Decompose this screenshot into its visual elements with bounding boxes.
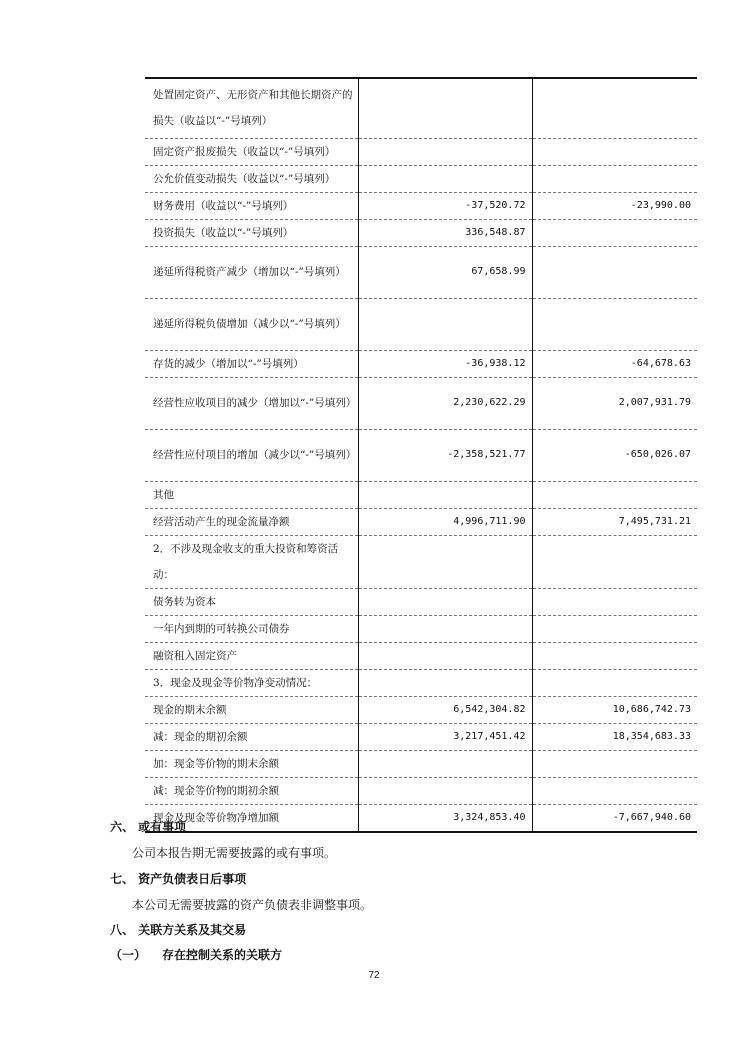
- row-label: 递延所得税资产减少（增加以“-”号填列）: [145, 246, 358, 298]
- table-row: [145, 750, 697, 777]
- row-label: 财务费用（收益以“-”号填列）: [145, 192, 358, 219]
- table-row: [145, 350, 697, 377]
- subsection-number: （一）: [110, 948, 147, 962]
- table-row: [145, 138, 697, 165]
- table-row: [145, 165, 697, 192]
- previous-value: [532, 298, 697, 350]
- table-row: [145, 377, 697, 429]
- previous-value: -650,026.07: [532, 429, 697, 481]
- current-value: 3,217,451.42: [358, 723, 532, 750]
- previous-value: -64,678.63: [532, 350, 697, 377]
- table-row: [145, 78, 697, 138]
- previous-value: 7,495,731.21: [532, 508, 697, 535]
- current-value: [358, 138, 532, 165]
- table-row: [145, 696, 697, 723]
- row-label: 存货的减少（增加以“-”号填列）: [145, 350, 358, 377]
- current-value: -37,520.72: [358, 192, 532, 219]
- current-value: [358, 78, 532, 138]
- current-value: [358, 750, 532, 777]
- previous-value: [532, 535, 697, 588]
- current-value: 3,324,853.40: [358, 804, 532, 832]
- previous-value: -23,990.00: [532, 192, 697, 219]
- current-value: [358, 298, 532, 350]
- previous-value: [532, 78, 697, 138]
- row-label: 减：现金的期初余额: [145, 723, 358, 750]
- table-row: [145, 642, 697, 669]
- previous-value: [532, 642, 697, 669]
- row-label: 处置固定资产、无形资产和其他长期资产的损失（收益以“-”号填列）: [145, 78, 358, 138]
- table-row: [145, 508, 697, 535]
- row-label: 其他: [145, 481, 358, 508]
- current-value: [358, 669, 532, 696]
- section-body-contingencies: 公司本报告期无需要披露的或有事项。: [132, 846, 337, 860]
- subsection-heading: [110, 946, 282, 963]
- row-label: 固定资产报废损失（收益以“-”号填列）: [145, 138, 358, 165]
- table-row: [145, 804, 697, 832]
- table-row: [145, 192, 697, 219]
- row-label: 加：现金等价物的期末余额: [145, 750, 358, 777]
- section-heading-related-parties: 八、 关联方关系及其交易: [110, 923, 247, 937]
- current-value: -2,358,521.77: [358, 429, 532, 481]
- row-label: 经营性应收项目的减少（增加以“-”号填列）: [145, 377, 358, 429]
- current-value: [358, 615, 532, 642]
- subsection-title: 存在控制关系的关联方: [162, 948, 283, 962]
- previous-value: [532, 669, 697, 696]
- table-row: [145, 615, 697, 642]
- current-value: 2,230,622.29: [358, 377, 532, 429]
- row-label: 现金的期末余额: [145, 696, 358, 723]
- table-row: [145, 535, 697, 588]
- cash-flow-supplement-table: [145, 77, 697, 833]
- row-label: 经营性应付项目的增加（减少以“-”号填列）: [145, 429, 358, 481]
- previous-value: [532, 165, 697, 192]
- current-value: 6,542,304.82: [358, 696, 532, 723]
- row-label: 递延所得税负债增加（减少以“-”号填列）: [145, 298, 358, 350]
- previous-value: [532, 138, 697, 165]
- previous-value: 2,007,931.79: [532, 377, 697, 429]
- row-label: 3．现金及现金等价物净变动情况：: [145, 669, 358, 696]
- row-label: 融资租入固定资产: [145, 642, 358, 669]
- previous-value: [532, 481, 697, 508]
- table-row: [145, 298, 697, 350]
- table-row: [145, 219, 697, 246]
- table-row: [145, 777, 697, 804]
- table-row: [145, 669, 697, 696]
- current-value: [358, 165, 532, 192]
- current-value: [358, 777, 532, 804]
- current-value: [358, 642, 532, 669]
- previous-value: [532, 588, 697, 615]
- current-value: 336,548.87: [358, 219, 532, 246]
- row-label: 公允价值变动损失（收益以“-”号填列）: [145, 165, 358, 192]
- page-number: 72: [368, 970, 380, 981]
- previous-value: -7,667,940.60: [532, 804, 697, 832]
- current-value: 67,658.99: [358, 246, 532, 298]
- row-label: 现金及现金等价物净增加额: [145, 804, 358, 832]
- row-label: 投资损失（收益以“-”号填列）: [145, 219, 358, 246]
- row-label: 经营活动产生的现金流量净额: [145, 508, 358, 535]
- row-label: 一年内到期的可转换公司债券: [145, 615, 358, 642]
- previous-value: [532, 246, 697, 298]
- current-value: [358, 588, 532, 615]
- row-label: 减：现金等价物的期初余额: [145, 777, 358, 804]
- previous-value: 10,686,742.73: [532, 696, 697, 723]
- table-row: [145, 481, 697, 508]
- table-row: [145, 723, 697, 750]
- section-body-subsequent-events: 本公司无需要披露的资产负债表非调整事项。: [132, 898, 373, 912]
- current-value: [358, 535, 532, 588]
- row-label: 2．不涉及现金收支的重大投资和筹资活动：: [145, 535, 358, 588]
- table-row: [145, 429, 697, 481]
- current-value: [358, 481, 532, 508]
- previous-value: [532, 750, 697, 777]
- previous-value: [532, 219, 697, 246]
- section-heading-subsequent-events: 七、 资产负债表日后事项: [110, 872, 247, 886]
- current-value: -36,938.12: [358, 350, 532, 377]
- previous-value: 18,354,683.33: [532, 723, 697, 750]
- section-heading-contingencies: 六、 或有事项: [110, 820, 187, 834]
- previous-value: [532, 615, 697, 642]
- table-row: [145, 246, 697, 298]
- row-label: 债务转为资本: [145, 588, 358, 615]
- previous-value: [532, 777, 697, 804]
- table-row: [145, 588, 697, 615]
- current-value: 4,996,711.90: [358, 508, 532, 535]
